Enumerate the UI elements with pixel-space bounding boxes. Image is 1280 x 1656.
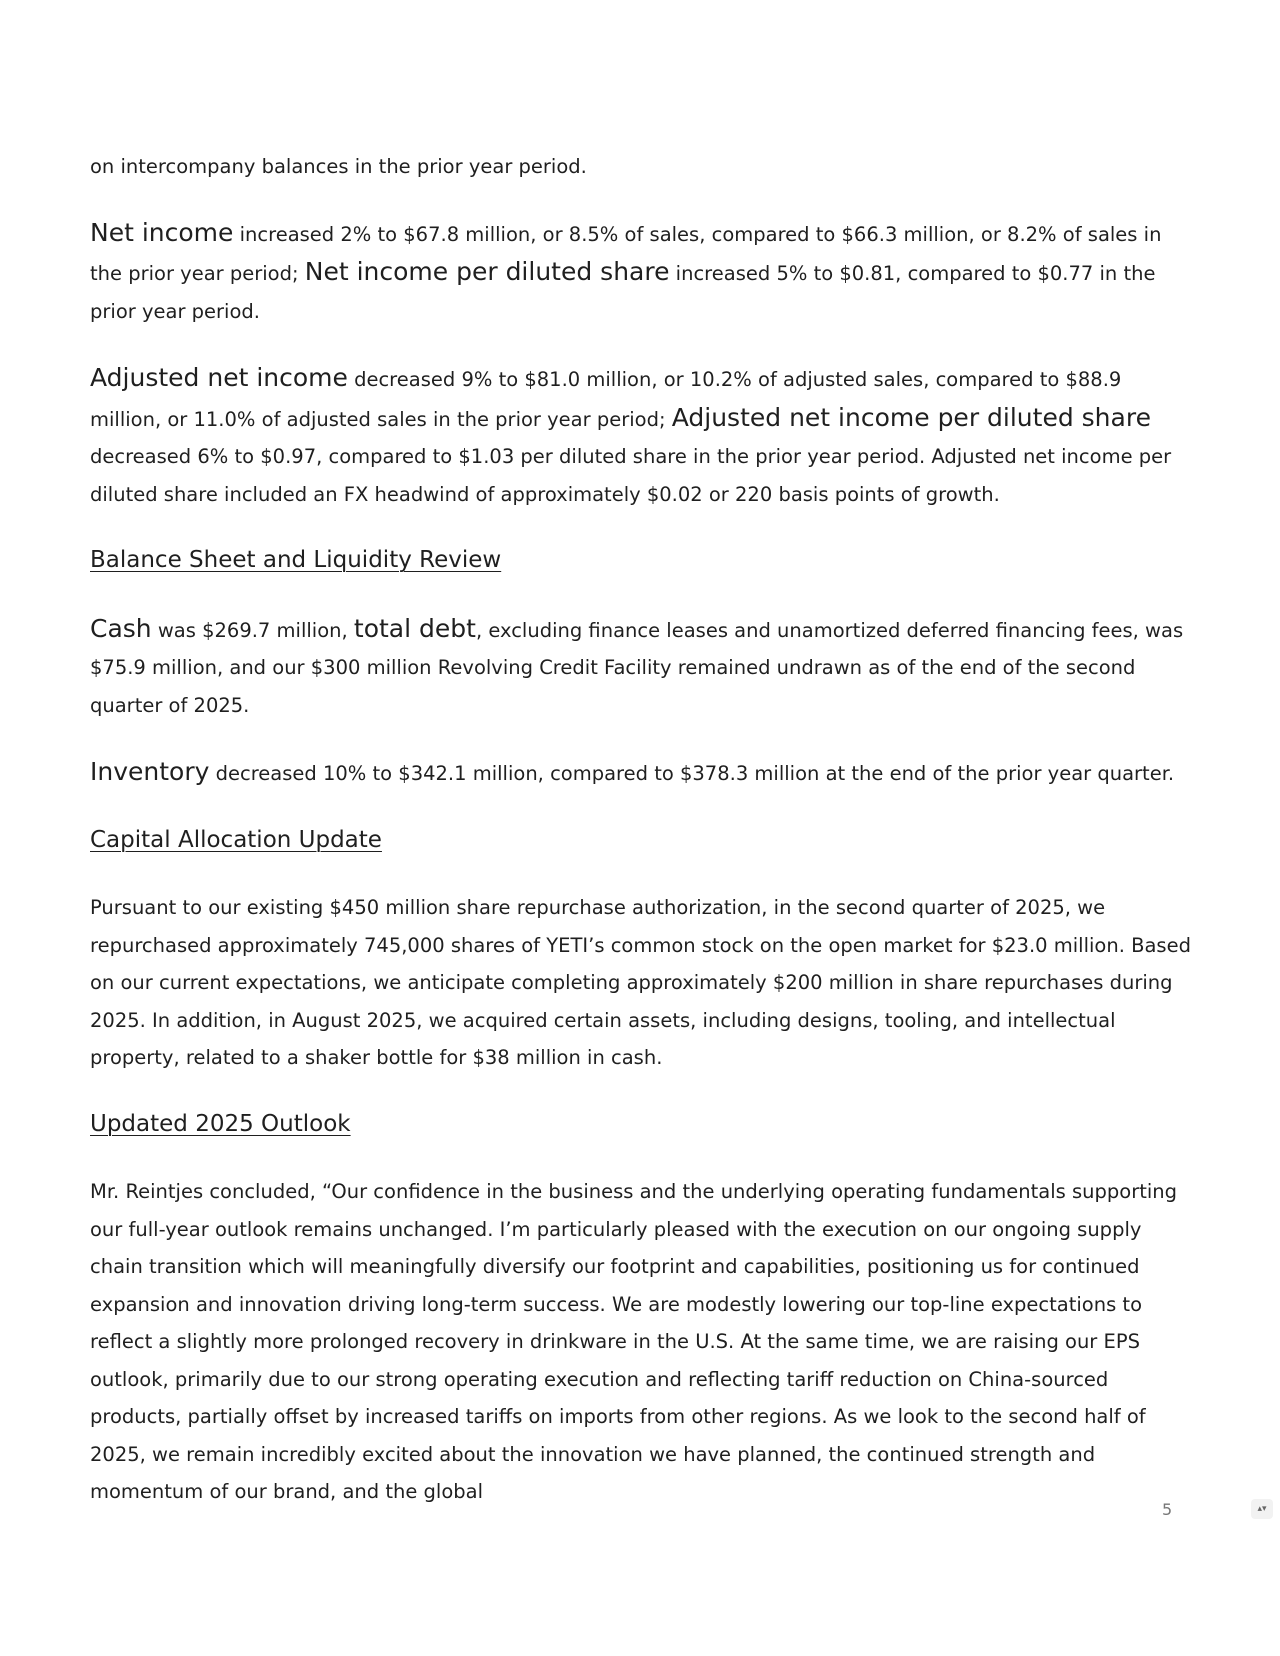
adjusted-net-income-text: decreased 9% to $81.0 million, or 10.2% of adjusted sales, compared to $88.9 million, or 11.0% of adjusted sales in the prior year period; <box>90 368 1122 431</box>
net-income-per-share-text: increased 5% to $0.81, compared to $0.77 in the prior year period. <box>90 262 1156 323</box>
adjusted-net-income-term: Adjusted net income <box>90 363 348 392</box>
inventory-text: decreased 10% to $342.1 million, compared to $378.3 million at the end of the prior year quarter. <box>209 762 1175 785</box>
paragraph-intercompany-continuation: on intercompany balances in the prior year period. <box>90 155 587 178</box>
paragraph-adjusted-net-income <box>90 359 1195 513</box>
inventory-term: Inventory <box>90 757 210 786</box>
paragraph-ceo-quote: Mr. Reintjes concluded, “Our confidence in the business and the underlying operating fundamentals supporting our full-year outlook remains unchanged. I’m particularly pleased with the execution on our ongoing supply chain transition which will meaningfully diversify our footprint and capabilities, positioning us for continued expansion and innovation driving long-term success. We are modestly lowering our top-line expectations to reflect a slightly more prolonged recovery in drinkware in the U.S. At the same time, we are raising our EPS outlook, primarily due to our strong operating execution and reflecting tariff reduction on China-sourced products, partially offset by increased tariffs on imports from other regions. As we look to the second half of 2025, we remain incredibly excited about the innovation we have planned, the continued strength and momentum of our brand, and the global <box>90 1180 1178 1503</box>
net-income-text: increased 2% to $67.8 million, or 8.5% of sales, compared to $66.3 million, or 8.2% of sales in the prior year period; <box>90 222 1162 285</box>
section-heading-capital-allocation: Capital Allocation Update <box>90 826 382 853</box>
section-heading-balance-sheet: Balance Sheet and Liquidity Review <box>90 547 502 573</box>
cash-term: Cash <box>90 613 152 643</box>
paragraph-share-repurchase: Pursuant to our existing $450 million share repurchase authorization, in the second quarter of 2025, we repurchased approximately 745,000 shares of YETI’s common stock on the open market for $23.0 million. Based on our current expectations, we anticipate completing approximately $200 million in share repurchases during 2025. In addition, in August 2025, we acquired certain assets, including designs, tooling, and intellectual property, related to a shaker bottle for $38 million in cash. <box>90 896 1191 1069</box>
section-heading-outlook: Updated 2025 Outlook <box>90 1110 351 1137</box>
paragraph-inventory <box>90 753 1195 793</box>
page-number: 5 <box>1162 1500 1173 1519</box>
adjusted-net-income-per-share-text: decreased 6% to $0.97, compared to $1.03 per diluted share in the prior year period. Adjusted net income per diluted share included an FX headwind of approximately $0.02 or 220 basis points of growth. <box>90 445 1172 506</box>
paragraph-net-income <box>90 214 1195 331</box>
net-income-term: Net income <box>90 217 234 247</box>
up-down-arrows-icon[interactable]: ▴▾ <box>1251 1499 1273 1519</box>
total-debt-text: , excluding finance leases and unamortized deferred financing fees, was $75.9 million, and our $300 million Revolving Credit Facility remained undrawn as of the end of the second quarter of 2025. <box>90 618 1184 717</box>
document-page <box>90 148 1195 1511</box>
net-income-per-share-term: Net income per diluted share <box>304 257 670 286</box>
cash-text: was $269.7 million, <box>151 618 354 642</box>
total-debt-term: total debt <box>353 613 476 643</box>
adjusted-net-income-per-share-term: Adjusted net income per diluted share <box>671 402 1151 432</box>
paragraph-cash-debt <box>90 610 1195 725</box>
